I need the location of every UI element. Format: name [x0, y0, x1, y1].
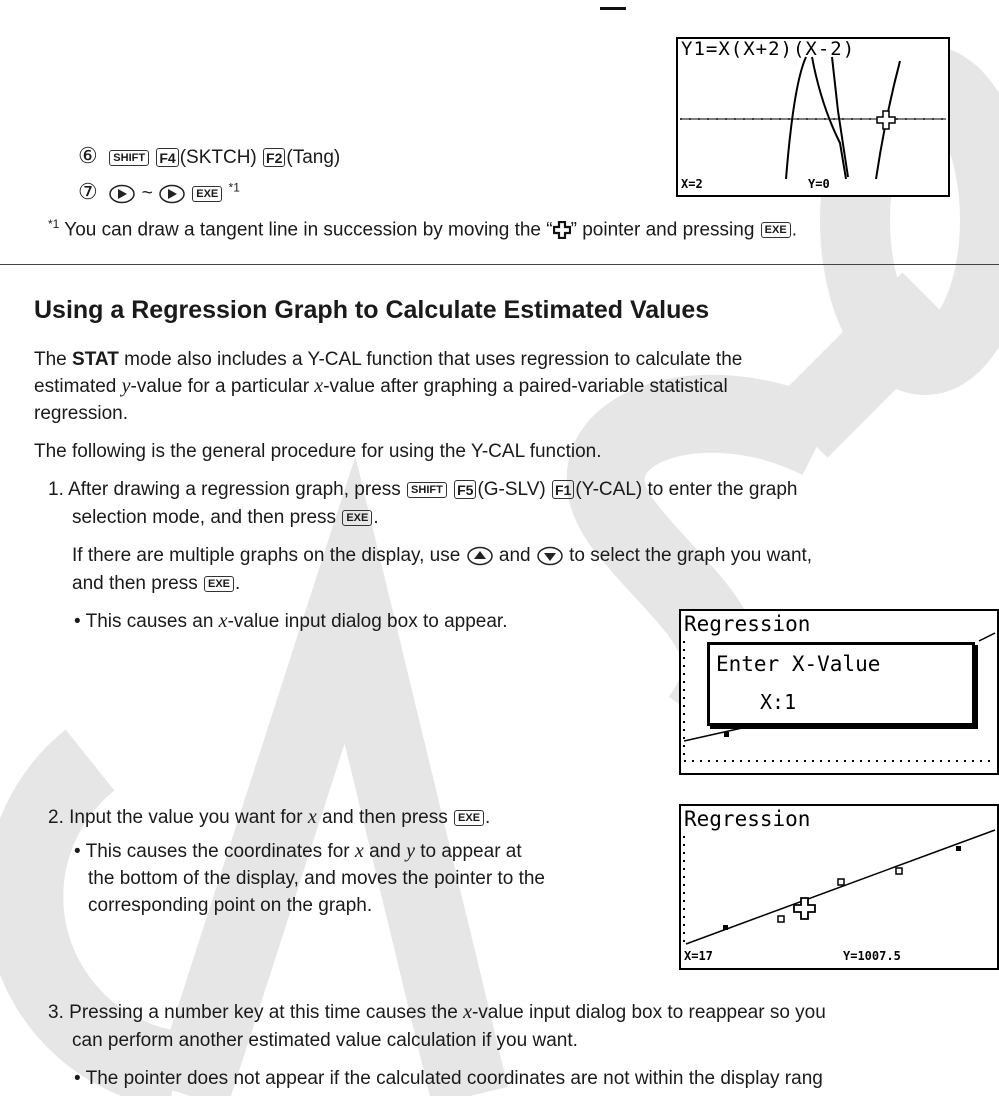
regression-graph [681, 806, 997, 968]
down-arrow-key-icon [536, 546, 564, 566]
x-readout: X=17 [684, 949, 713, 963]
exe-key: EXE [192, 186, 222, 202]
section-heading: Using a Regression Graph to Calculate Estimated Values [34, 296, 710, 324]
up-arrow-key-icon [466, 546, 494, 566]
bullet-2: • This causes the coordinates for x and y to appear at the bottom of the display, and moves the pointer to the corresponding point on the graph. [74, 840, 545, 916]
right-arrow-key-icon [108, 184, 136, 204]
shift-key: SHIFT [407, 482, 447, 498]
general-procedure-text: The following is the general procedure for using the Y-CAL function. [34, 441, 602, 462]
intro-paragraph: The STAT mode also includes a Y-CAL function that uses regression to calculate the estimated y-value for a particular x-value after graphing a paired-variable statistical regression. [34, 349, 743, 424]
calculator-screen-tangent [676, 37, 950, 197]
f5-key: F5 [454, 480, 476, 499]
x-readout: X=2 [681, 177, 703, 191]
calculator-screen-dialog [679, 609, 999, 775]
dialog-input[interactable]: X:1 [760, 690, 797, 714]
footnote-text-1: You can draw a tangent line in succession by moving the “ [64, 219, 553, 241]
f4-key: F4 [156, 148, 178, 167]
screen-title: Regression [684, 807, 811, 831]
calculator-screen-result [679, 804, 999, 970]
cross-pointer-icon [553, 221, 571, 239]
tang-label: (Tang) [286, 147, 341, 168]
step-number: ⑥ [78, 143, 98, 168]
exe-key: EXE [204, 576, 234, 592]
step-2: 2. Input the value you want for x and then press EXE . [48, 806, 491, 828]
bullet-3: • The pointer does not appear if the calculated coordinates are not within the display rang [74, 1068, 823, 1089]
multiple-graphs-text: If there are multiple graphs on the display, use and to select the graph you want, and then press EXE . [72, 545, 813, 594]
exe-key: EXE [342, 510, 372, 526]
footnote-text-2: ” pointer and pressing [570, 219, 755, 241]
y-readout: Y=0 [808, 177, 830, 191]
right-arrow-key-icon [158, 184, 186, 204]
x-value-dialog [707, 642, 975, 726]
bullet-1: • This causes an x-value input dialog box to appear. [74, 610, 508, 632]
footnote: $^{*1}$ You can draw a tangent line in succession by moving the “ ” pointer and pressing EXE . [48, 217, 797, 241]
exe-key: EXE [761, 222, 791, 238]
shift-key: SHIFT [109, 150, 149, 166]
screen-function-title: Y1=X(X+2)(X-2) [681, 38, 856, 60]
sktch-label: (SKTCH) [179, 147, 257, 168]
stat-mode-label: STAT [72, 349, 119, 370]
step-1: 1. After drawing a regression graph, press SHIFT F5 (G-SLV) F1 (Y-CAL) to enter the graph selection mode, and then press EXE . [48, 479, 798, 528]
f1-key: F1 [552, 480, 574, 499]
screen-title: Regression [684, 612, 811, 636]
dialog-title: Enter X-Value [716, 652, 881, 676]
cross-pointer-icon [794, 898, 815, 919]
f2-key: F2 [263, 148, 285, 167]
step-number: ⑦ [78, 179, 98, 204]
exe-key: EXE [454, 810, 484, 826]
top-dash [600, 7, 626, 10]
y-readout: Y=1007.5 [843, 949, 901, 963]
step-6 [78, 142, 340, 171]
footnote-mark: *1 [48, 217, 60, 231]
step-3: 3. Pressing a number key at this time causes the x-value input dialog box to reappear so you can perform another estimated value calculation if you want. [48, 1001, 826, 1051]
section-divider [0, 264, 999, 265]
tangent-graph [678, 39, 948, 195]
step-7: ⑦ ~ EXE $^{*1}$ [78, 179, 240, 204]
cross-pointer-icon [877, 111, 895, 129]
footnote-ref: *1 [228, 180, 240, 195]
